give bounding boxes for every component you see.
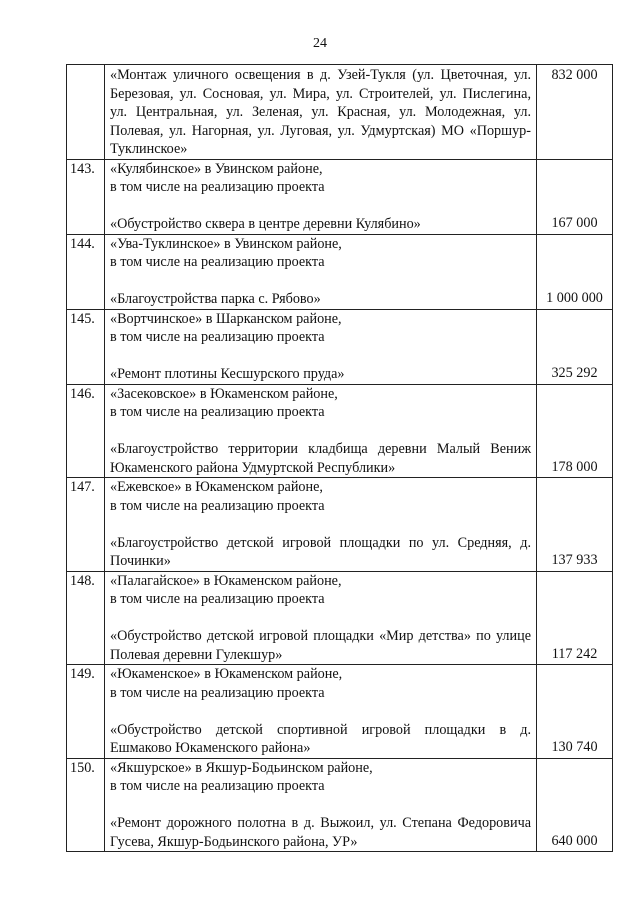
- row-number: 145.: [67, 309, 105, 384]
- row-description-cell: [105, 65, 537, 160]
- row-description-cell: [105, 159, 537, 234]
- row-description-cell: [105, 234, 537, 309]
- table-row: [67, 234, 613, 309]
- row-description-cell: [105, 665, 537, 759]
- municipality-name: «Вортчинское» в Шарканском районе,: [110, 310, 342, 327]
- row-description-cell: [105, 478, 537, 572]
- row-amount: 130 740: [537, 665, 613, 759]
- table-row: [67, 384, 613, 478]
- table-row-continuation: [67, 65, 613, 160]
- municipality-name: «Засековское» в Юкаменском районе,: [110, 385, 338, 402]
- municipality-name: «Кулябинское» в Увинском районе,: [110, 160, 323, 177]
- row-number: 143.: [67, 159, 105, 234]
- row-number: 147.: [67, 478, 105, 572]
- project-intro: в том числе на реализацию проекта: [110, 329, 325, 345]
- row-amount: 640 000: [537, 758, 613, 852]
- municipality-name: «Якшурское» в Якшур-Бодьинском районе,: [110, 759, 373, 776]
- municipality-name: «Ежевское» в Юкаменском районе,: [110, 479, 323, 495]
- row-amount: 117 242: [537, 571, 613, 665]
- project-intro: в том числе на реализацию проекта: [110, 254, 325, 270]
- municipality-name: «Ува-Туклинское» в Увинском районе,: [110, 235, 342, 252]
- row-description-cell: [105, 384, 537, 478]
- table-row: [67, 665, 613, 759]
- row-amount: 325 292: [537, 309, 613, 384]
- project-intro: в том числе на реализацию проекта: [110, 497, 325, 514]
- project-title: «Благоустройства парка с. Рябово»: [110, 291, 321, 307]
- table-row: [67, 309, 613, 384]
- row-amount: 167 000: [537, 159, 613, 234]
- row-description-cell: [105, 571, 537, 665]
- row-number: 149.: [67, 665, 105, 759]
- project-title: «Обустройство детской игровой площадки «Мир детства» по улице Полевая деревни Гулекшур»: [110, 628, 531, 663]
- row-amount: 178 000: [537, 384, 613, 478]
- row-number: 148.: [67, 571, 105, 665]
- project-intro: в том числе на реализацию проекта: [110, 404, 325, 420]
- project-intro: в том числе на реализацию проекта: [110, 591, 325, 607]
- row-amount: 832 000: [537, 65, 613, 160]
- row-number-cell: [67, 65, 105, 160]
- table-row: [67, 571, 613, 665]
- municipality-name: «Юкаменское» в Юкаменском районе,: [110, 666, 343, 682]
- row-description-cell: [105, 758, 537, 852]
- table-row: [67, 478, 613, 572]
- project-title: «Обустройство сквера в центре деревни Кулябино»: [110, 216, 421, 232]
- row-number: 146.: [67, 384, 105, 478]
- project-title: «Обустройство детской спортивной игровой площадки в д. Ешмаково Юкаменского района»: [110, 721, 531, 756]
- page-number: 24: [313, 36, 327, 51]
- project-title: «Благоустройство территории кладбища деревни Малый Вениж Юкаменского района Удмуртской Республики»: [110, 441, 531, 476]
- project-title: «Ремонт дорожного полотна в д. Выжоил, ул. Степана Федоровича Гусева, Якшур-Бодьинского района, УР»: [110, 815, 531, 850]
- municipality-name: «Палагайское» в Юкаменском районе,: [110, 572, 342, 589]
- project-intro: в том числе на реализацию проекта: [110, 778, 325, 794]
- row-description-cell: [105, 309, 537, 384]
- project-intro: в том числе на реализацию проекта: [110, 179, 325, 195]
- funding-table: [66, 64, 613, 852]
- table-row: [67, 758, 613, 852]
- project-title: «Монтаж уличного освещения в д. Узей-Тукля (ул. Цветочная, ул. Березовая, ул. Сосновая, ул. Мира, ул. Строителей, ул. Пислегина, ул. Центральная, ул. Зеленая, ул. Красная, ул. Молодежная, ул. Полевая, ул. Нагорная, ул. Луговая, ул. Удмуртская) МО «Поршур-Туклинское»: [110, 67, 531, 157]
- row-number: 150.: [67, 758, 105, 852]
- project-title: «Ремонт плотины Кесшурского пруда»: [110, 366, 345, 382]
- project-intro: в том числе на реализацию проекта: [110, 684, 325, 701]
- table-row: [67, 159, 613, 234]
- project-title: «Благоустройство детской игровой площадки по ул. Средняя, д. Починки»: [110, 534, 531, 569]
- row-number: 144.: [67, 234, 105, 309]
- row-amount: 1 000 000: [537, 234, 613, 309]
- row-amount: 137 933: [537, 478, 613, 572]
